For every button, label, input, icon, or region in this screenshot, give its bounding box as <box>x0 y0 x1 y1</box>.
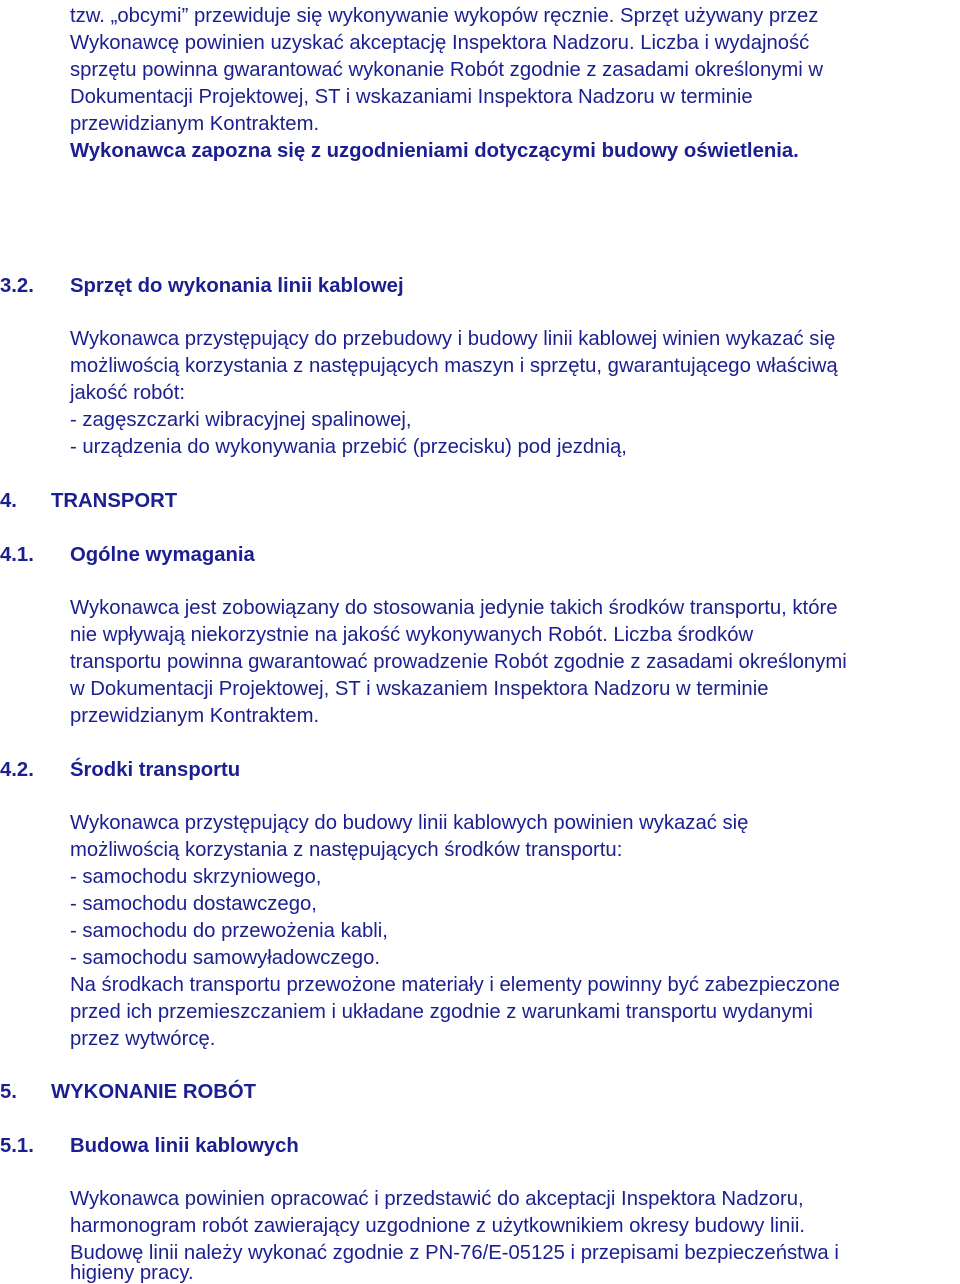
section-number: 4.2. <box>0 759 34 781</box>
text-line: przewidzianym Kontraktem. <box>70 113 320 135</box>
text-line: przez wytwórcę. <box>70 1028 216 1050</box>
section-title: Ogólne wymagania <box>70 544 255 566</box>
section-number: 5.1. <box>0 1135 34 1157</box>
text-line: sprzętu powinna gwarantować wykonanie Robót zgodnie z zasadami określonymi w <box>70 59 824 81</box>
list-item: - samochodu do przewożenia kabli, <box>70 920 388 942</box>
text-line: Wykonawcę powinien uzyskać akceptację Inspektora Nadzoru. Liczba i wydajność <box>70 32 810 54</box>
list-item: - samochodu skrzyniowego, <box>70 866 322 888</box>
text-line: Budowę linii należy wykonać zgodnie z PN-76/E-05125 i przepisami bezpieczeństwa i <box>70 1242 839 1264</box>
text-line: przed ich przemieszczaniem i układane zgodnie z warunkami transportu wydanymi <box>70 1001 813 1023</box>
text-line: przewidzianym Kontraktem. <box>70 705 320 727</box>
text-line: nie wpływają niekorzystnie na jakość wykonywanych Robót. Liczba środków <box>70 624 754 646</box>
text-line: Na środkach transportu przewożone materiały i elementy powinny być zabezpieczone <box>70 974 840 996</box>
section-title: Środki transportu <box>70 759 241 781</box>
text-line: Wykonawca przystępujący do przebudowy i budowy linii kablowej winien wykazać się <box>70 328 836 350</box>
text-line: Wykonawca przystępujący do budowy linii kablowych powinien wykazać się <box>70 812 749 834</box>
text-line: Wykonawca powinien opracować i przedstawić do akceptacji Inspektora Nadzoru, <box>70 1188 804 1210</box>
text-line: Dokumentacji Projektowej, ST i wskazaniami Inspektora Nadzoru w terminie <box>70 86 753 108</box>
text-line: możliwością korzystania z następujących środków transportu: <box>70 839 623 861</box>
emphasis-note: Wykonawca zapozna się z uzgodnieniami dotyczącymi budowy oświetlenia. <box>70 140 799 162</box>
text-line: tzw. „obcymi” przewiduje się wykonywanie wykopów ręcznie. Sprzęt używany przez <box>70 5 819 27</box>
list-item: - samochodu dostawczego, <box>70 893 317 915</box>
text-line: w Dokumentacji Projektowej, ST i wskazaniem Inspektora Nadzoru w terminie <box>70 678 769 700</box>
section-number: 5. <box>0 1081 17 1103</box>
text-line: możliwością korzystania z następujących maszyn i sprzętu, gwarantującego właściwą <box>70 355 838 377</box>
text-line: harmonogram robót zawierający uzgodnione z użytkownikiem okresy budowy linii. <box>70 1215 805 1237</box>
text-line: transportu powinna gwarantować prowadzenie Robót zgodnie z zasadami określonymi <box>70 651 847 673</box>
section-number: 3.2. <box>0 275 34 297</box>
section-number: 4. <box>0 490 17 512</box>
list-item: - samochodu samowyładowczego. <box>70 947 381 969</box>
list-item: - urządzenia do wykonywania przebić (przecisku) pod jezdnią, <box>70 436 627 458</box>
section-title: TRANSPORT <box>51 490 178 512</box>
text-line: higieny pracy. <box>70 1262 194 1284</box>
section-title: WYKONANIE ROBÓT <box>51 1081 257 1103</box>
text-line: Wykonawca jest zobowiązany do stosowania jedynie takich środków transportu, które <box>70 597 838 619</box>
section-title: Budowa linii kablowych <box>70 1135 299 1157</box>
section-title: Sprzęt do wykonania linii kablowej <box>70 275 404 297</box>
text-line: jakość robót: <box>70 382 185 404</box>
list-item: - zagęszczarki wibracyjnej spalinowej, <box>70 409 412 431</box>
section-number: 4.1. <box>0 544 34 566</box>
